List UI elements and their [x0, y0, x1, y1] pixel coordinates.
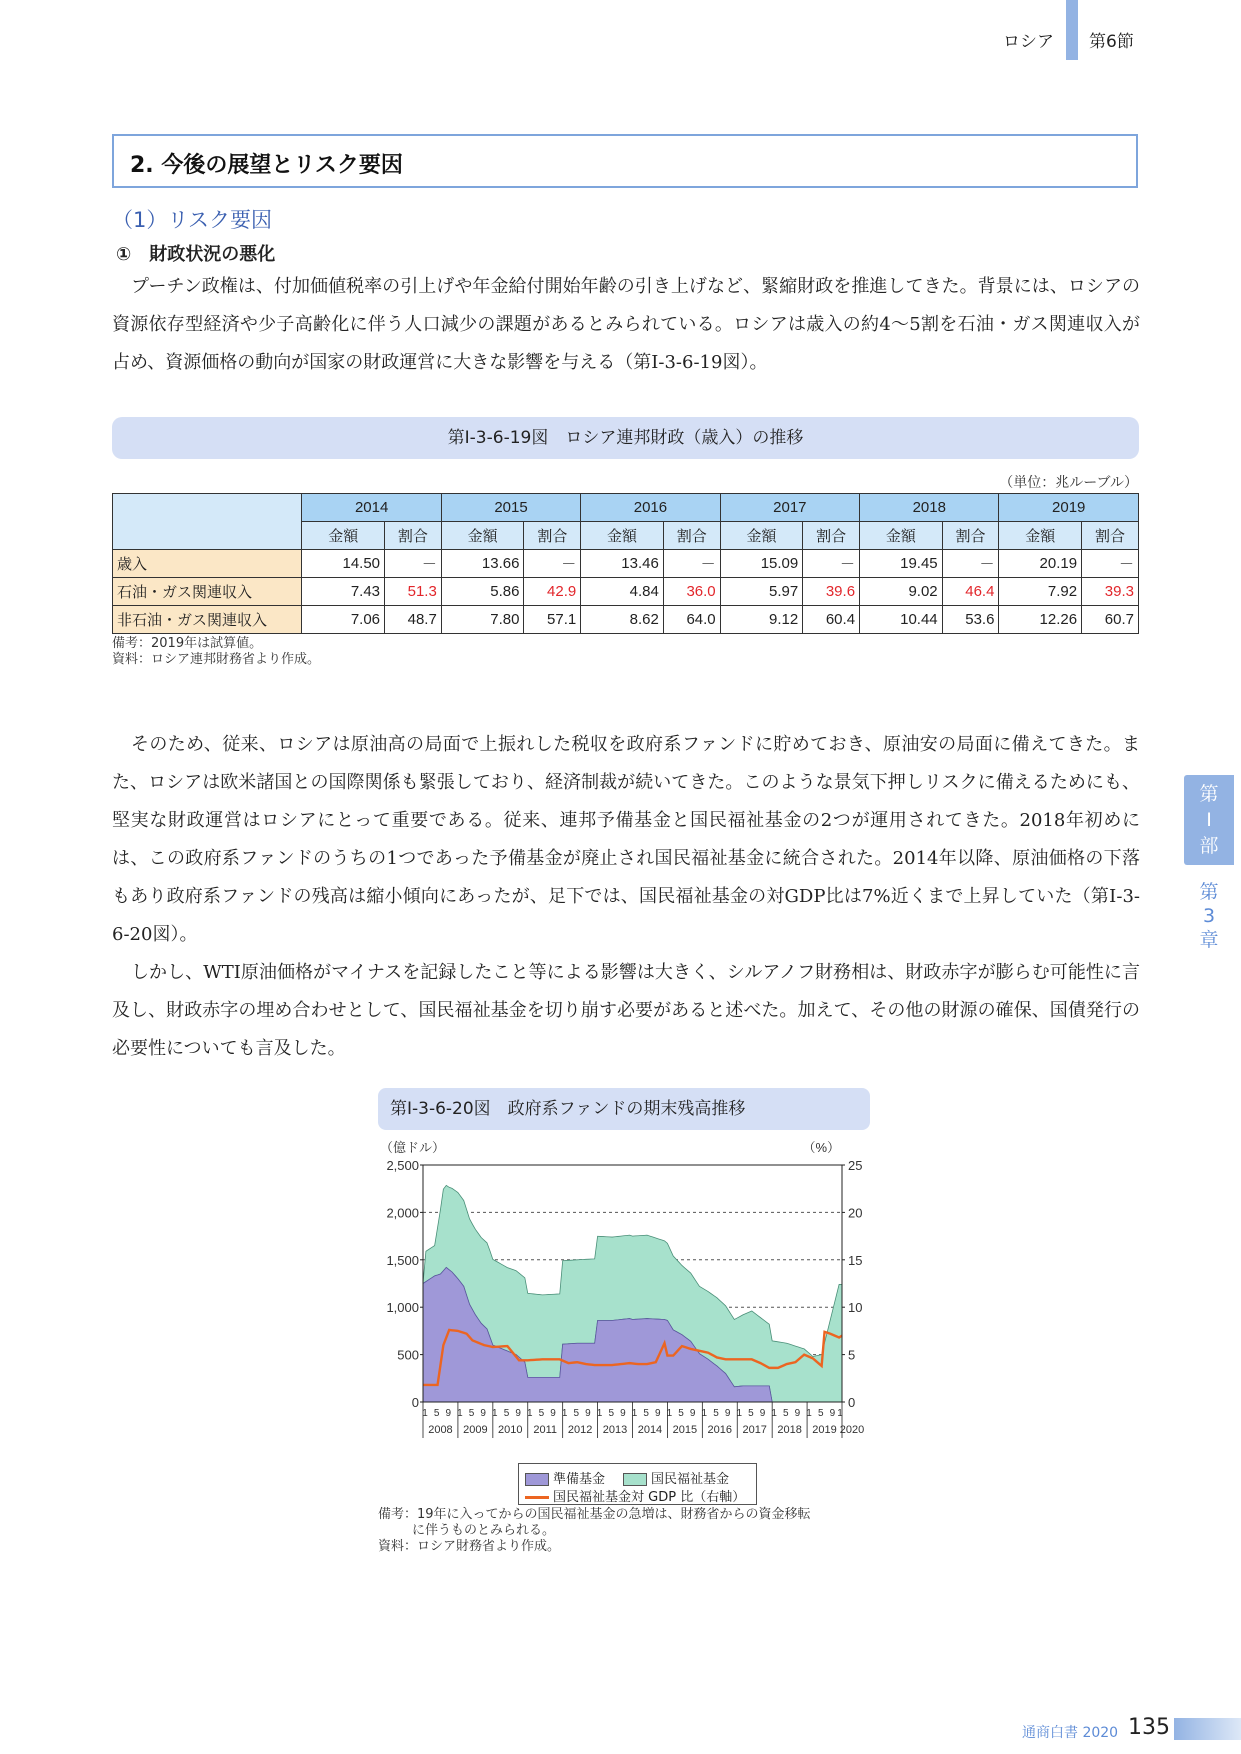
table-year-row — [113, 494, 1139, 522]
table-cell: 5.97 — [720, 578, 803, 606]
table-amount-header: 金額 — [999, 522, 1082, 550]
table-cell: － — [524, 550, 581, 578]
part-tab-char: 部 — [1199, 835, 1219, 857]
table-cell: 39.3 — [1082, 578, 1139, 606]
table-cell: 14.50 — [302, 550, 385, 578]
table-cell: 64.0 — [663, 606, 720, 634]
table-cell: 53.6 — [942, 606, 999, 634]
x-month-tick-label: 5 — [643, 1408, 649, 1419]
legend-swatch-reserve — [525, 1473, 549, 1486]
x-month-tick-label: 5 — [783, 1408, 789, 1419]
chapter-tab-char: 章 — [1199, 929, 1219, 951]
table-year-header: 2017 — [720, 494, 859, 522]
table-corner-cell — [113, 494, 302, 550]
right-axis-unit: （%） — [802, 1140, 840, 1155]
chapter-tab-char: 3 — [1202, 905, 1216, 927]
legend-line-ratio — [525, 1496, 549, 1499]
y2-tick-label: 15 — [848, 1252, 863, 1268]
x-month-tick-label: 9 — [759, 1408, 766, 1419]
table-amount-header: 金額 — [302, 522, 385, 550]
x-year-label: 2011 — [533, 1424, 558, 1436]
x-month-tick-label: 1 — [561, 1408, 568, 1419]
chart-source: 資料：ロシア財務省より作成。 — [378, 1539, 561, 1554]
table-row — [113, 578, 1139, 606]
x-month-tick-label: 1 — [457, 1408, 463, 1419]
x-year-label: 2018 — [777, 1424, 802, 1436]
table-cell: 7.92 — [999, 578, 1082, 606]
table-cell: 42.9 — [524, 578, 581, 606]
x-month-tick-label: 9 — [689, 1408, 696, 1419]
x-year-label: 2013 — [602, 1424, 628, 1436]
x-month-tick-label: 9 — [480, 1408, 486, 1419]
table-cell: 48.7 — [385, 606, 442, 634]
x-month-tick-label: 9 — [515, 1408, 521, 1419]
table-ratio-header: 割合 — [663, 522, 720, 550]
x-month-tick-label: 1 — [631, 1408, 638, 1419]
table-row-label: 石油・ガス関連収入 — [113, 578, 302, 606]
header-section-name: ロシア — [1003, 32, 1054, 52]
x-month-tick-label: 1 — [422, 1408, 428, 1419]
table-note: 備考：2019年は試算値。 — [112, 636, 263, 651]
y-tick-label: 500 — [397, 1347, 419, 1363]
footer-page-number: 135 — [1128, 1715, 1170, 1740]
x-month-tick-label: 1 — [526, 1408, 533, 1419]
footer-accent-bar — [1174, 1718, 1241, 1740]
chapter-tab — [1184, 880, 1234, 952]
y-tick-label: 2,000 — [386, 1205, 419, 1221]
section-title: 2. 今後の展望とリスク要因 — [130, 153, 403, 178]
table-ratio-header: 割合 — [385, 522, 442, 550]
table-cell: － — [663, 550, 720, 578]
x-month-tick-label: 5 — [713, 1408, 719, 1419]
y2-tick-label: 5 — [848, 1347, 856, 1363]
x-month-tick-label: 9 — [654, 1408, 661, 1419]
x-year-label: 2012 — [567, 1424, 593, 1436]
x-month-tick-label: 1 — [701, 1408, 708, 1419]
table-cell: 7.80 — [441, 606, 524, 634]
x-year-label: 2019 — [812, 1424, 837, 1436]
x-month-tick-label: 5 — [468, 1408, 475, 1419]
x-year-label: 2008 — [428, 1424, 453, 1436]
x-month-tick-label: 1 — [492, 1408, 498, 1419]
x-year-label: 2014 — [637, 1424, 663, 1436]
table-year-header: 2019 — [999, 494, 1139, 522]
footer-publication: 通商白書 2020 — [1022, 1725, 1119, 1741]
x-month-tick-label: 1 — [806, 1408, 812, 1419]
x-month-tick-label: 1 — [666, 1408, 673, 1419]
x-month-tick-label: 9 — [585, 1408, 591, 1419]
table-cell: 46.4 — [942, 578, 999, 606]
table-cell: 20.19 — [999, 550, 1082, 578]
table-figure-title: 第Ⅰ-3-6-19図 ロシア連邦財政（歳入）の推移 — [447, 428, 804, 448]
legend-label-ratio: 国民福祉基金対 GDP 比（右軸） — [553, 1490, 746, 1505]
x-month-tick-label: 9 — [794, 1408, 801, 1419]
x-month-tick-label: 1 — [596, 1408, 603, 1419]
legend-item-ratio — [525, 1486, 745, 1505]
y-tick-label: 1,500 — [386, 1252, 419, 1268]
legend-item-nwf — [623, 1468, 729, 1487]
x-month-tick-label: 5 — [573, 1408, 580, 1419]
table-cell: － — [942, 550, 999, 578]
x-month-tick-label: 5 — [503, 1408, 510, 1419]
y2-tick-label: 20 — [848, 1205, 863, 1221]
table-cell: 39.6 — [803, 578, 860, 606]
table-cell: 4.84 — [581, 578, 664, 606]
part-tab — [1184, 775, 1234, 865]
x-year-label: 2009 — [463, 1424, 488, 1436]
x-month-tick-label: 5 — [608, 1408, 615, 1419]
table-cell: － — [385, 550, 442, 578]
legend-item-reserve — [525, 1468, 605, 1487]
x-month-tick-label: 1 — [736, 1408, 743, 1419]
y-tick-label: 2,500 — [386, 1158, 419, 1173]
legend-label-reserve: 準備基金 — [553, 1472, 606, 1487]
header-accent-bar — [1066, 0, 1078, 60]
x-year-label: 2010 — [498, 1424, 523, 1436]
x-month-tick-label: 5 — [433, 1408, 440, 1419]
table-row — [113, 550, 1139, 578]
chart-figure-title: 第Ⅰ-3-6-20図 政府系ファンドの期末残高推移 — [390, 1099, 746, 1119]
table-year-header: 2014 — [302, 494, 441, 522]
left-axis-unit: （億ドル） — [380, 1140, 446, 1155]
table-amount-header: 金額 — [720, 522, 803, 550]
x-month-tick-label: 9 — [550, 1408, 556, 1419]
table-amount-header: 金額 — [860, 522, 943, 550]
table-ratio-header: 割合 — [942, 522, 999, 550]
x-month-tick-label: 9 — [445, 1408, 452, 1419]
x-month-tick-label: 5 — [748, 1408, 754, 1419]
table-amount-header: 金額 — [581, 522, 664, 550]
table-cell: 8.62 — [581, 606, 664, 634]
x-month-tick-label: 9 — [829, 1408, 836, 1419]
table-cell: 7.06 — [302, 606, 385, 634]
chart-figure-title-bar — [378, 1088, 870, 1130]
table-cell: 13.66 — [441, 550, 524, 578]
x-month-tick-label: 5 — [678, 1408, 684, 1419]
x-year-label: 2020 — [839, 1424, 865, 1436]
y2-tick-label: 25 — [848, 1158, 863, 1173]
y2-tick-label: 10 — [848, 1300, 863, 1316]
table-amount-header: 金額 — [441, 522, 524, 550]
paragraph-2 — [112, 726, 1140, 1068]
table-cell: － — [803, 550, 860, 578]
x-month-tick-label: 1 — [771, 1408, 777, 1419]
table-ratio-header: 割合 — [524, 522, 581, 550]
table-year-header: 2015 — [441, 494, 580, 522]
x-month-tick-label: 5 — [817, 1408, 824, 1419]
x-year-label: 2015 — [672, 1424, 698, 1436]
chapter-tab-char: 第 — [1199, 881, 1219, 903]
x-year-label: 2017 — [742, 1424, 767, 1436]
chart-note: 備考：19年に入ってからの国民福祉基金の急増は、財務省からの資金移転 — [378, 1507, 811, 1522]
table-ratio-header: 割合 — [803, 522, 860, 550]
table-figure-title-bar — [112, 417, 1139, 459]
header-section-number: 第6節 — [1089, 32, 1134, 52]
x-month-tick-label: 5 — [538, 1408, 545, 1419]
table-unit: （単位：兆ルーブル） — [999, 475, 1138, 491]
table-cell: － — [1082, 550, 1139, 578]
table-cell: 60.4 — [803, 606, 860, 634]
chart-legend — [518, 1463, 757, 1505]
y-tick-label: 1,000 — [386, 1300, 419, 1316]
table-cell: 10.44 — [860, 606, 943, 634]
table-cell: 15.09 — [720, 550, 803, 578]
part-tab-char: 第 — [1199, 783, 1219, 805]
part-tab-char: I — [1206, 809, 1212, 831]
table-year-header: 2018 — [860, 494, 999, 522]
chart-notes — [378, 1507, 878, 1555]
section-title-box — [112, 134, 1138, 188]
table-row-label: 歳入 — [113, 550, 302, 578]
x-month-tick-label: 9 — [620, 1408, 626, 1419]
table-cell: 36.0 — [663, 578, 720, 606]
table-source: 資料：ロシア連邦財務省より作成。 — [112, 652, 321, 667]
chart-note-cont: に伴うものとみられる。 — [412, 1523, 556, 1538]
table-year-header: 2016 — [581, 494, 720, 522]
x-month-tick-label: 1 — [837, 1408, 843, 1419]
table-cell: 7.43 — [302, 578, 385, 606]
x-year-label: 2016 — [707, 1424, 733, 1436]
y2-tick-label: 0 — [848, 1395, 856, 1410]
table-row — [113, 606, 1139, 634]
table-cell: 60.7 — [1082, 606, 1139, 634]
paragraph-1 — [112, 268, 1140, 382]
paragraph-2-text: そのため、従来、ロシアは原油高の局面で上振れした税収を政府系ファンドに貯めておき、原油安の局面に備えてきた。また、ロシアは欧米諸国との国際関係も緊張しており、経済制裁が続いてきた。このような景気下押しリスクに備えるためにも、堅実な財政運営はロシアにとって重要である。従来、連邦予備基金と国民福祉基金の2つが運用されてきた。2018年初めには、この政府系ファンドのうちの1つであった予備基金が廃止され国民福祉基金に統合された。2014年以降、原油価格の下落もあり政府系ファンドの残高は縮小傾向にあったが、足下では、国民福祉基金の対GDP比は7%近くまで上昇していた（第Ⅰ-3-6-20図）。 — [112, 734, 1140, 945]
sub-subsection-title: ① 財政状況の悪化 — [116, 244, 276, 265]
table-cell: 5.86 — [441, 578, 524, 606]
y-tick-label: 0 — [411, 1395, 419, 1410]
x-month-tick-label: 9 — [724, 1408, 731, 1419]
table-ratio-header: 割合 — [1082, 522, 1139, 550]
table-row-label: 非石油・ガス関連収入 — [113, 606, 302, 634]
table-cell: 57.1 — [524, 606, 581, 634]
revenue-table — [112, 493, 1139, 634]
table-cell: 13.46 — [581, 550, 664, 578]
paragraph-1-text: プーチン政権は、付加価値税率の引上げや年金給付開始年齢の引き上げなど、緊縮財政を推進してきた。背景には、ロシアの資源依存型経済や少子高齢化に伴う人口減少の課題があるとみられている。ロシアは歳入の約4～5割を石油・ガス関連収入が占め、資源価格の動向が国家の財政運営に大きな影響を与える（第Ⅰ-3-6-19図）。 — [112, 276, 1140, 373]
legend-label-nwf: 国民福祉基金 — [651, 1472, 730, 1487]
legend-swatch-nwf — [623, 1473, 647, 1486]
table-notes — [112, 636, 320, 668]
subsection-title: （1）リスク要因 — [112, 208, 272, 232]
table-cell: 9.02 — [860, 578, 943, 606]
table-cell: 19.45 — [860, 550, 943, 578]
table-cell: 9.12 — [720, 606, 803, 634]
table-cell: 51.3 — [385, 578, 442, 606]
paragraph-3-text: しかし、WTI原油価格がマイナスを記録したこと等による影響は大きく、シルアノフ財務相は、財政赤字が膨らむ可能性に言及し、財政赤字の埋め合わせとして、国民福祉基金を切り崩す必要があると述べた。加えて、その他の財源の確保、国債発行の必要性についても言及した。 — [112, 962, 1140, 1059]
table-cell: 12.26 — [999, 606, 1082, 634]
